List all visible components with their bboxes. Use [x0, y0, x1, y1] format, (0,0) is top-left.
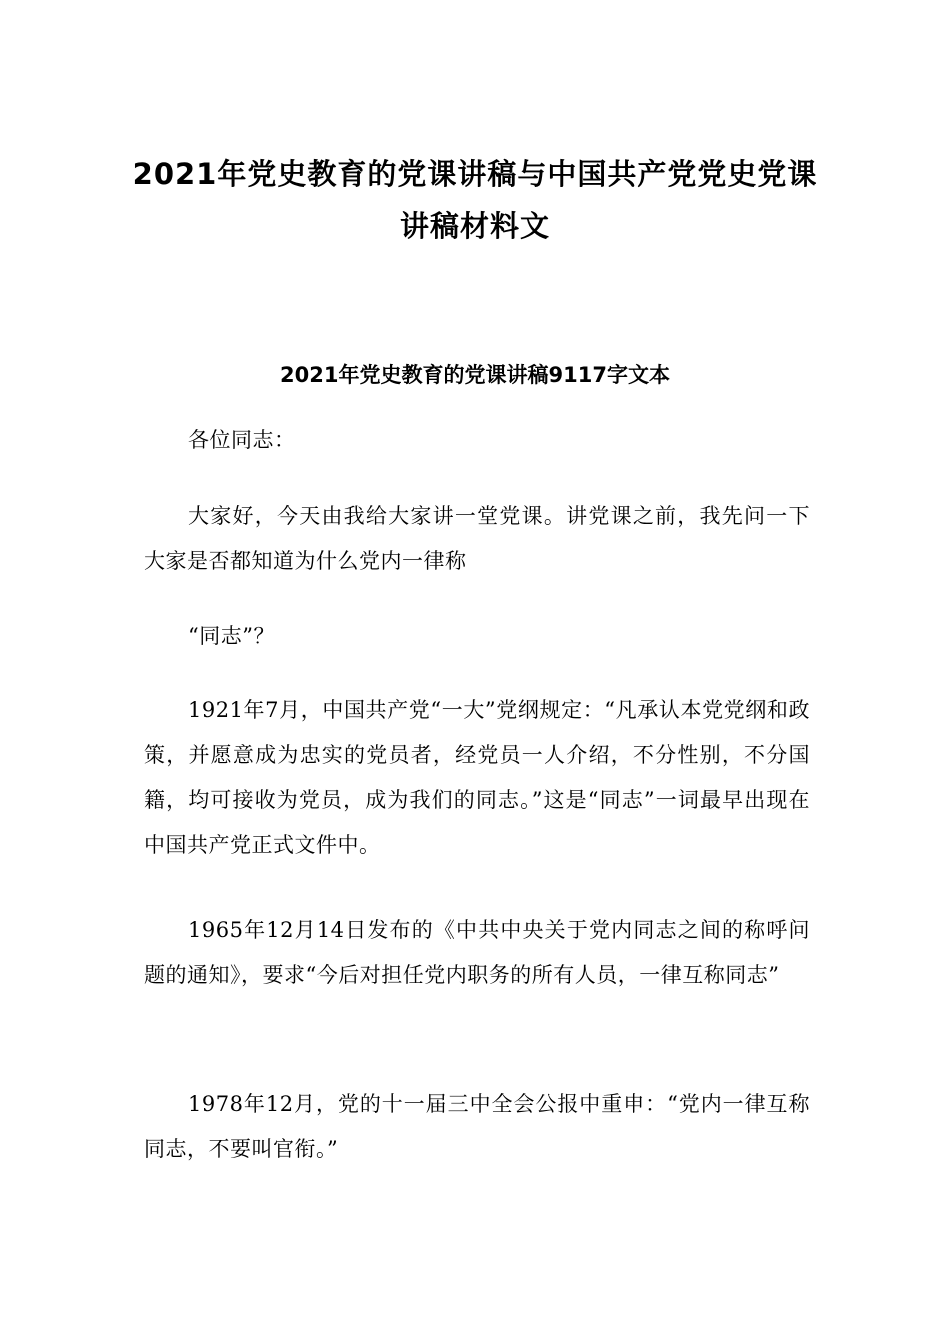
paragraph-1965: 1965年12月14日发布的《中共中央关于党内同志之间的称呼问题的通知》，要求“今后对担任党内职务的所有人员，一律互称同志” — [144, 918, 810, 987]
paragraph-intro: 大家好，今天由我给大家讲一堂党课。讲党课之前，我先问一下大家是否都知道为什么党内一律称 — [144, 504, 810, 573]
paragraph-1921: 1921年7月，中国共产党“一大”党纲规定：“凡承认本党党纲和政策，并愿意成为忠实的党员者，经党员一人介绍，不分性别，不分国籍，均可接收为党员，成为我们的同志。”这是“同志”一词最早出现在中国共产党正式文件中。 — [144, 698, 810, 857]
document-title-line-1: 2021年党史教育的党课讲稿与中国共产党党史党课 — [132, 157, 818, 191]
paragraph-1978: 1978年12月，党的十一届三中全会公报中重申：“党内一律互称同志，不要叫官衔。” — [144, 1092, 810, 1161]
paragraph-greeting: 各位同志： — [188, 428, 296, 452]
section-title: 2021年党史教育的党课讲稿9117字文本 — [280, 363, 670, 387]
document-title — [120, 148, 830, 252]
paragraph-question: “同志”？ — [188, 624, 275, 648]
document-title-line-2: 讲稿材料文 — [399, 209, 550, 243]
